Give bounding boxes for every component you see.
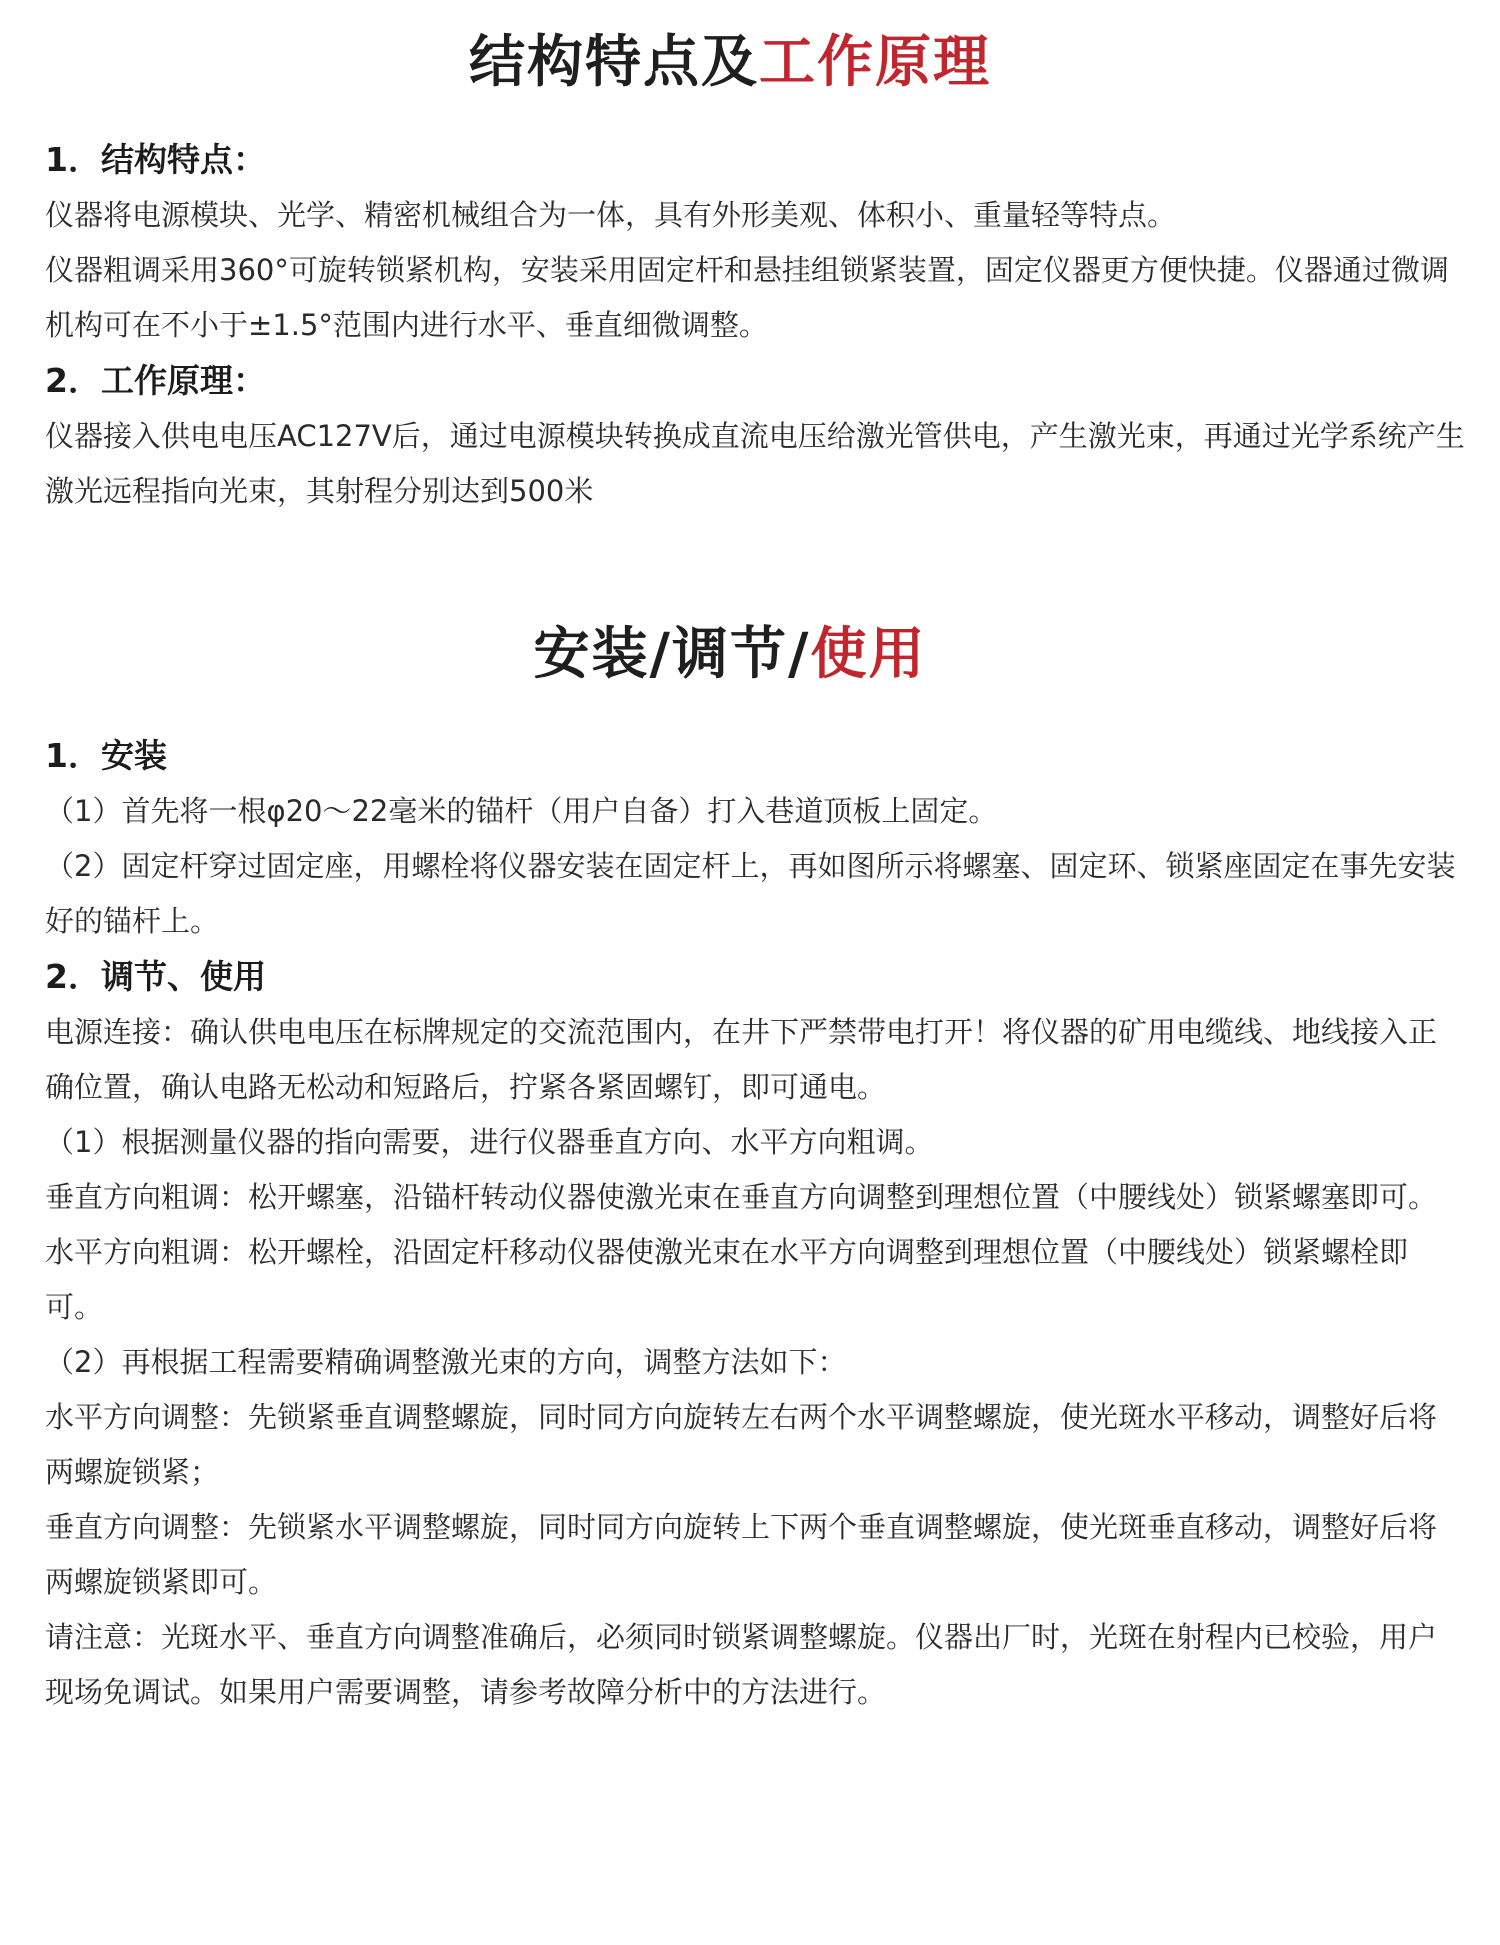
para-structure-1: 仪器将电源模块、光学、精密机械组合为一体，具有外形美观、体积小、重量轻等特点。 bbox=[45, 198, 1177, 232]
section-installation-content bbox=[45, 728, 1465, 1720]
para-horizontal-coarse: 水平方向粗调：松开螺栓，沿固定杆移动仪器使激光束在水平方向调整到理想位置（中腰线处）锁紧螺栓即可。 bbox=[45, 1235, 1409, 1324]
para-install-1: （1）首先将一根φ20～22毫米的锚杆（用户自备）打入巷道顶板上固定。 bbox=[45, 794, 998, 828]
section-title-installation bbox=[0, 610, 1460, 690]
para-power-connection: 电源连接：确认供电电压在标牌规定的交流范围内，在井下严禁带电打开！将仪器的矿用电缆线、地线接入正确位置，确认电路无松动和短路后，拧紧各紧固螺钉，即可通电。 bbox=[45, 1015, 1438, 1104]
para-horizontal-adjust: 水平方向调整：先锁紧垂直调整螺旋，同时同方向旋转左右两个水平调整螺旋，使光斑水平移动，调整好后将两螺旋锁紧； bbox=[45, 1400, 1438, 1489]
section-title-structure-part2: 工作原理 bbox=[759, 30, 991, 95]
heading-working-principle: 2．工作原理： bbox=[45, 361, 266, 400]
heading-structure-features: 1．结构特点： bbox=[45, 140, 266, 179]
para-notice: 请注意：光斑水平、垂直方向调整准确后，必须同时锁紧调整螺旋。仪器出厂时，光斑在射程内已校验，用户现场免调试。如果用户需要调整，请参考故障分析中的方法进行。 bbox=[45, 1620, 1438, 1709]
para-structure-2: 仪器粗调采用360°可旋转锁紧机构，安装采用固定杆和悬挂组锁紧装置，固定仪器更方便快捷。仪器通过微调机构可在不小于±1.5°范围内进行水平、垂直细微调整。 bbox=[45, 253, 1449, 342]
para-fine-adjust: （2）再根据工程需要精确调整激光束的方向，调整方法如下： bbox=[45, 1345, 847, 1379]
heading-adjust-use: 2．调节、使用 bbox=[45, 957, 266, 996]
para-coarse-adjust: （1）根据测量仪器的指向需要，进行仪器垂直方向、水平方向粗调。 bbox=[45, 1125, 934, 1159]
para-principle-1: 仪器接入供电电压AC127V后，通过电源模块转换成直流电压给激光管供电，产生激光束，再通过光学系统产生激光远程指向光束，其射程分别达到500米 bbox=[45, 419, 1465, 508]
section-title-installation-part1: 安装/调节/ bbox=[533, 622, 811, 687]
para-vertical-adjust: 垂直方向调整：先锁紧水平调整螺旋，同时同方向旋转上下两个垂直调整螺旋，使光斑垂直移动，调整好后将两螺旋锁紧即可。 bbox=[45, 1510, 1438, 1599]
heading-installation: 1．安装 bbox=[45, 736, 167, 775]
section-title-installation-part2: 使用 bbox=[810, 622, 927, 687]
section-structure-content bbox=[45, 132, 1465, 519]
section-title-structure bbox=[0, 18, 1460, 98]
para-vertical-coarse: 垂直方向粗调：松开螺塞，沿锚杆转动仪器使激光束在垂直方向调整到理想位置（中腰线处）锁紧螺塞即可。 bbox=[45, 1180, 1438, 1214]
para-install-2: （2）固定杆穿过固定座，用螺栓将仪器安装在固定杆上，再如图所示将螺塞、固定环、锁紧座固定在事先安装好的锚杆上。 bbox=[45, 849, 1456, 938]
section-title-structure-part1: 结构特点及 bbox=[469, 30, 759, 95]
